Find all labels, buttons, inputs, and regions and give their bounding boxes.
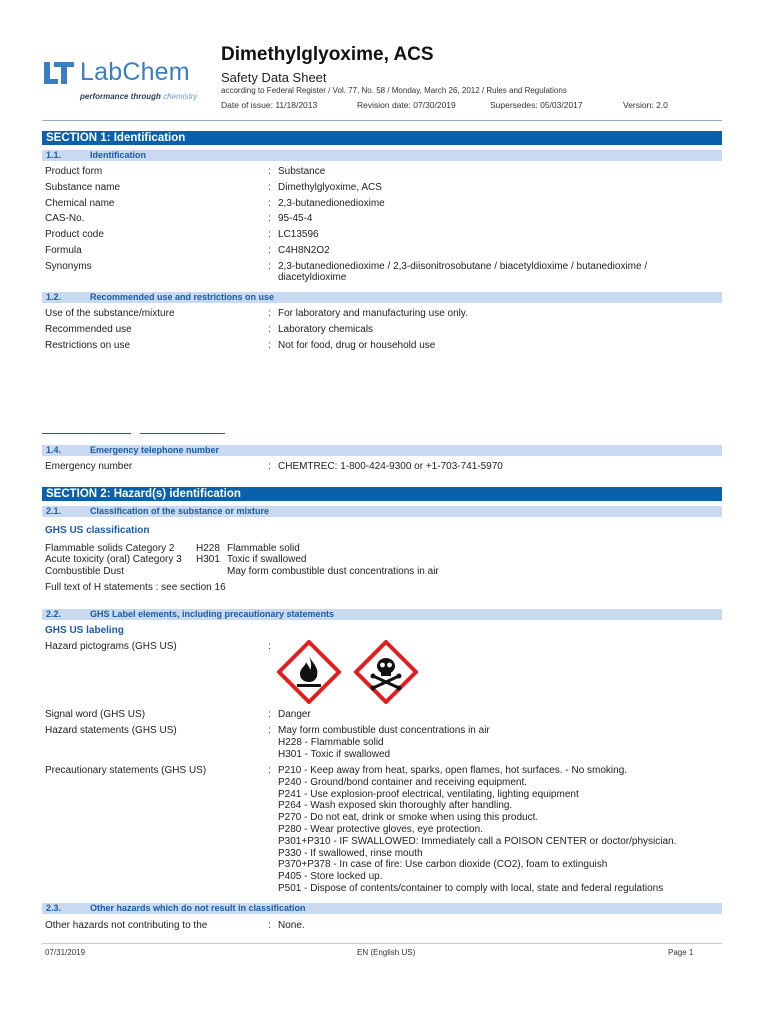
footer-date: 07/31/2019 [45, 948, 86, 957]
redaction-line [42, 433, 131, 434]
class-code: H301 [196, 554, 220, 565]
class-category: Combustible Dust [45, 566, 124, 577]
hazard-statements-label: Hazard statements (GHS US) [45, 725, 177, 736]
precautionary-statement: P210 - Keep away from heat, sparks, open flames, hot surfaces. - No smoking. [278, 765, 628, 776]
class-text: Flammable solid [227, 543, 300, 554]
header-divider [42, 120, 722, 121]
recommended-use-value: Laboratory chemicals [278, 324, 374, 335]
class-category: Flammable solids Category 2 [45, 543, 175, 554]
product-code-value: LC13596 [278, 229, 319, 240]
colon: : [268, 166, 271, 177]
section-1-header: SECTION 1: Identification [42, 131, 722, 145]
supersedes-date: Supersedes: 05/03/2017 [490, 100, 583, 110]
precautionary-label: Precautionary statements (GHS US) [45, 765, 207, 776]
colon: : [268, 213, 271, 224]
precautionary-statement: P264 - Wash exposed skin thoroughly after handling. [278, 800, 513, 811]
other-hazards-label: Other hazards not contributing to the [45, 920, 208, 931]
subsection-1-4: 1.4. Emergency telephone number [42, 445, 722, 456]
colon: : [268, 920, 271, 931]
colon: : [268, 340, 271, 351]
ghs-labeling-heading: GHS US labeling [45, 625, 124, 636]
full-text-note: Full text of H statements : see section 16 [45, 582, 226, 593]
formula-label: Formula [45, 245, 82, 256]
emergency-number-value: CHEMTREC: 1-800-424-9300 or +1-703-741-5970 [278, 461, 503, 472]
subsection-1-1: 1.1. Identification [42, 150, 722, 161]
substance-name-value: Dimethylglyoxime, ACS [278, 182, 382, 193]
colon: : [268, 709, 271, 720]
date-of-issue: Date of issue: 11/18/2013 [221, 100, 318, 110]
substance-name-label: Substance name [45, 182, 121, 193]
signal-word-value: Danger [278, 709, 311, 720]
product-form-value: Substance [278, 166, 326, 177]
version: Version: 2.0 [623, 100, 668, 110]
subsection-1-2: 1.2. Recommended use and restrictions on use [42, 292, 722, 303]
other-hazards-value: None. [278, 920, 305, 931]
ghs-classification-heading: GHS US classification [45, 525, 150, 536]
document-subtitle: Safety Data Sheet [221, 70, 327, 85]
footer-language: EN (English US) [357, 948, 416, 957]
signal-word-label: Signal word (GHS US) [45, 709, 146, 720]
labchem-logo [42, 58, 222, 108]
revision-date: Revision date: 07/30/2019 [357, 100, 456, 110]
colon: : [268, 245, 271, 256]
product-form-label: Product form [45, 166, 103, 177]
hazard-statement: H228 - Flammable solid [278, 737, 384, 748]
subsection-2-1: 2.1. Classification of the substance or mixture [42, 506, 722, 517]
colon: : [268, 198, 271, 209]
subsection-2-2: 2.2. GHS Label elements, including precautionary statements [42, 609, 722, 620]
flame-icon [277, 640, 341, 704]
colon: : [268, 725, 271, 736]
class-code: H228 [196, 543, 220, 554]
use-label: Use of the substance/mixture [45, 308, 175, 319]
precautionary-statement: P240 - Ground/bond container and receiving equipment. [278, 777, 528, 788]
class-text: May form combustible dust concentrations in air [227, 566, 439, 577]
restrictions-label: Restrictions on use [45, 340, 131, 351]
labchem-logo-icon [42, 60, 76, 90]
class-category: Acute toxicity (oral) Category 3 [45, 554, 182, 565]
regulation-note: according to Federal Register / Vol. 77, No. 58 / Monday, March 26, 2012 / Rules and Regulations [221, 86, 567, 95]
precautionary-statement: P330 - If swallowed, rinse mouth [278, 848, 423, 859]
logo-tagline: performance through chemistry [80, 92, 198, 101]
recommended-use-label: Recommended use [45, 324, 132, 335]
emergency-number-label: Emergency number [45, 461, 133, 472]
footer-page: Page 1 [668, 948, 694, 957]
precautionary-statement: P370+P378 - In case of fire: Use carbon dioxide (CO2), foam to extinguish [278, 859, 608, 870]
product-code-label: Product code [45, 229, 104, 240]
hazard-statement: H301 - Toxic if swallowed [278, 749, 391, 760]
cas-no-value: 95-45-4 [278, 213, 313, 224]
skull-crossbones-icon [354, 640, 418, 704]
precautionary-statement: P301+P310 - IF SWALLOWED: Immediately call a POISON CENTER or doctor/physician. [278, 836, 677, 847]
precautionary-statement: P241 - Use explosion-proof electrical, ventilating, lighting equipment [278, 789, 579, 800]
chemical-name-value: 2,3-butanedionedioxime [278, 198, 385, 209]
document-title: Dimethylglyoxime, ACS [221, 44, 434, 65]
colon: : [268, 261, 271, 272]
precautionary-statement: P405 - Store locked up. [278, 871, 383, 882]
subsection-2-3: 2.3. Other hazards which do not result in classification [42, 903, 722, 914]
formula-value: C4H8N2O2 [278, 245, 330, 256]
precautionary-statement: P280 - Wear protective gloves, eye protection. [278, 824, 483, 835]
footer-divider [42, 943, 722, 944]
colon: : [268, 182, 271, 193]
section-2-header: SECTION 2: Hazard(s) identification [42, 487, 722, 501]
use-value: For laboratory and manufacturing use only. [278, 308, 468, 319]
hazard-statement: May form combustible dust concentrations in air [278, 725, 490, 736]
colon: : [268, 641, 271, 652]
logo-wordmark: LabChem [80, 58, 190, 86]
colon: : [268, 308, 271, 319]
cas-no-label: CAS-No. [45, 213, 85, 224]
synonyms-label: Synonyms [45, 261, 92, 272]
colon: : [268, 765, 271, 776]
restrictions-value: Not for food, drug or household use [278, 340, 436, 351]
pictograms-label: Hazard pictograms (GHS US) [45, 641, 177, 652]
colon: : [268, 461, 271, 472]
class-text: Toxic if swallowed [227, 554, 307, 565]
precautionary-statement: P501 - Dispose of contents/container to comply with local, state and federal regulations [278, 883, 664, 894]
precautionary-statement: P270 - Do not eat, drink or smoke when using this product. [278, 812, 539, 823]
chemical-name-label: Chemical name [45, 198, 115, 209]
colon: : [268, 229, 271, 240]
synonyms-value: 2,3-butanedionedioxime / 2,3-diisonitrosobutane / biacetyldioxime / butanedioxime / diacetyldioxime [278, 261, 648, 283]
colon: : [268, 324, 271, 335]
redaction-line [140, 433, 225, 434]
